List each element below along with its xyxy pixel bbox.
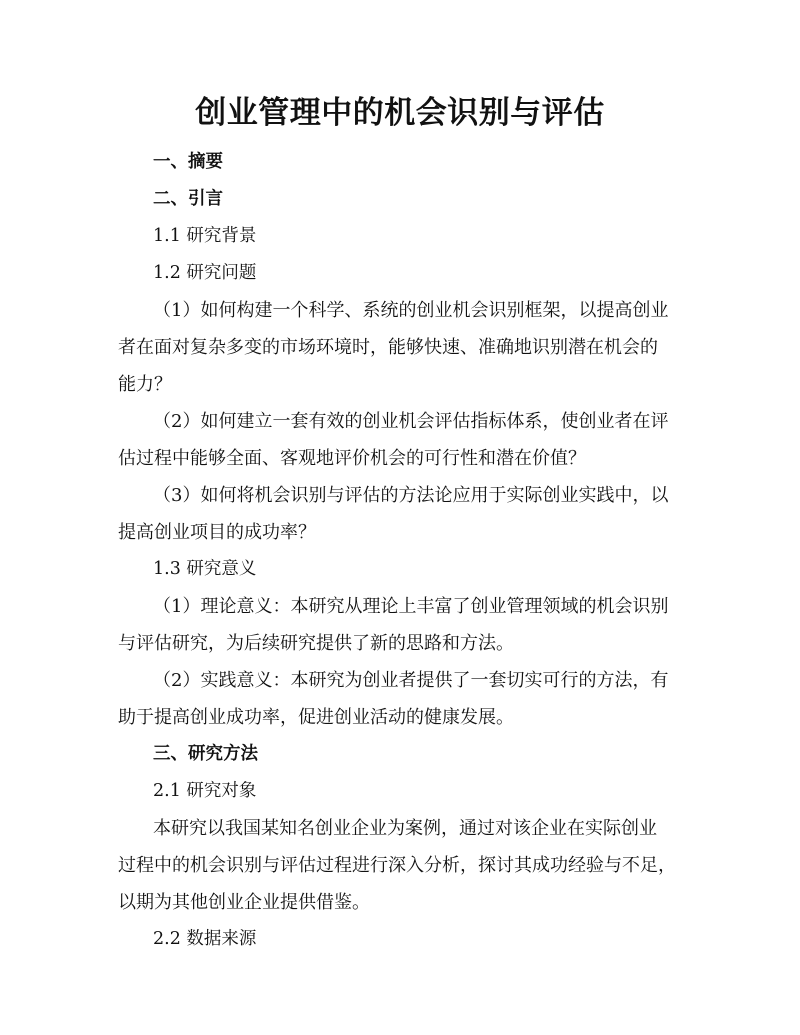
paragraph-line: （2）实践意义：本研究为创业者提供了一套切实可行的方法，有 (153, 670, 669, 691)
paragraph-line: 提高创业项目的成功率？ (118, 522, 316, 543)
paragraph-line: 估过程中能够全面、客观地评价机会的可行性和潜在价值？ (118, 448, 586, 469)
paragraph-research-subject (118, 810, 682, 921)
section-heading-methods: 三、研究方法 (153, 744, 258, 764)
subsection-heading-subject: 2.1 研究对象 (153, 781, 257, 801)
paragraph-line: （2）如何建立一套有效的创业机会评估指标体系，使创业者在评 (153, 411, 669, 432)
paragraph-line: （3）如何将机会识别与评估的方法论应用于实际创业实践中，以 (153, 485, 669, 506)
paragraph-line: 以期为其他创业企业提供借鉴。 (118, 892, 370, 913)
document-title: 创业管理中的机会识别与评估 (195, 95, 605, 131)
subsection-heading-significance: 1.3 研究意义 (153, 559, 257, 579)
paragraph-line: 者在面对复杂多变的市场环境时，能够快速、准确地识别潜在机会的 (118, 337, 658, 358)
section-heading-introduction: 二、引言 (153, 189, 223, 209)
paragraph-line: （1）如何构建一个科学、系统的创业机会识别框架，以提高创业 (153, 300, 669, 321)
paragraph-question-3 (118, 477, 682, 551)
paragraph-line: 助于提高创业成功率，促进创业活动的健康发展。 (118, 707, 514, 728)
paragraph-question-2 (118, 403, 682, 477)
paragraph-line: 能力？ (118, 374, 172, 395)
subsection-heading-background: 1.1 研究背景 (153, 226, 257, 246)
paragraph-line: 本研究以我国某知名创业企业为案例，通过对该企业在实际创业 (153, 818, 657, 839)
subsection-heading-data-source: 2.2 数据来源 (153, 929, 257, 949)
paragraph-line: 与评估研究，为后续研究提供了新的思路和方法。 (118, 633, 514, 654)
document-body (118, 144, 682, 958)
paragraph-line: （1）理论意义：本研究从理论上丰富了创业管理领域的机会识别 (153, 596, 669, 617)
paragraph-line: 过程中的机会识别与评估过程进行深入分析，探讨其成功经验与不足， (118, 855, 676, 876)
paragraph-significance-theory (118, 588, 682, 662)
section-heading-abstract: 一、摘要 (153, 152, 223, 172)
subsection-heading-questions: 1.2 研究问题 (153, 263, 257, 283)
paragraph-significance-practice (118, 662, 682, 736)
paragraph-question-1 (118, 292, 682, 403)
